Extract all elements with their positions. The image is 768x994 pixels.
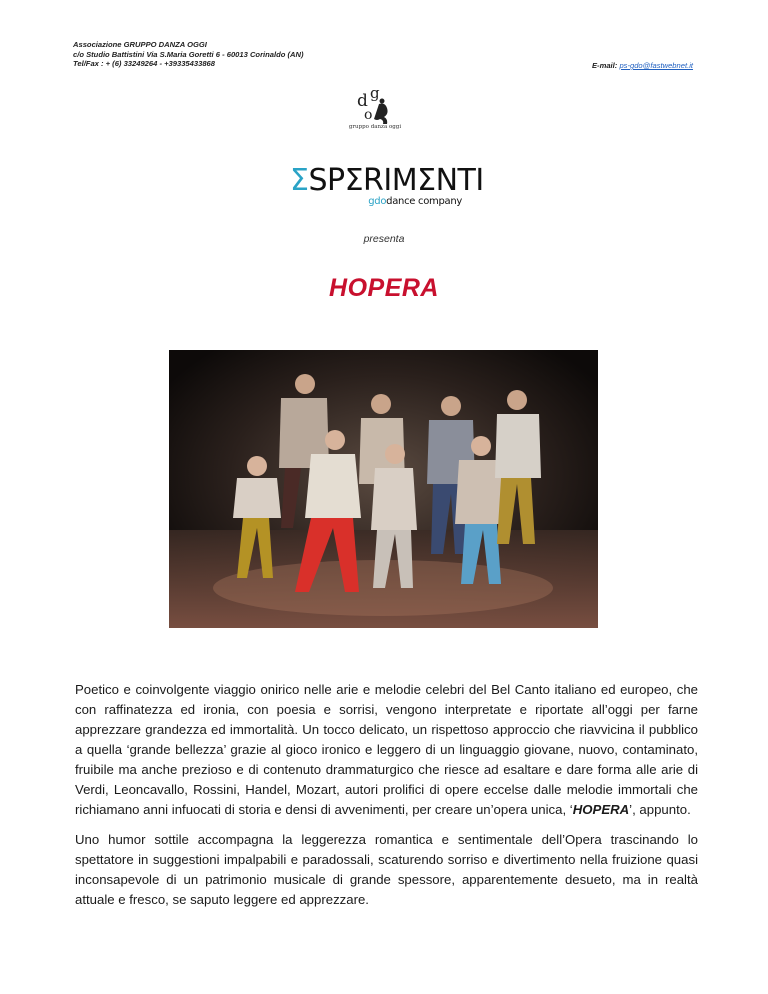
- header-email: [592, 61, 693, 70]
- presenta-label: presenta: [363, 233, 405, 245]
- show-title: HOPERA: [329, 274, 439, 302]
- header-contact: [73, 40, 304, 69]
- brand-sub-gdo: gdo: [368, 196, 387, 207]
- brand-title: [290, 163, 484, 198]
- esperimenti-logo: [290, 163, 484, 210]
- svg-text:o: o: [364, 107, 373, 123]
- brand-subtitle: [368, 196, 462, 207]
- brand-sigma: Σ: [290, 163, 309, 198]
- email-link[interactable]: ps-gdo@fastwebnet.it: [619, 61, 693, 70]
- association-name: Associazione GRUPPO DANZA OGGI: [73, 40, 207, 49]
- svg-text:d: d: [357, 91, 368, 111]
- dancers-photo: [169, 350, 598, 628]
- description: [75, 680, 698, 920]
- gdo-letters-icon: [345, 84, 405, 126]
- paragraph-1-text: Poetico e coinvolgente viaggio onirico nelle arie e melodie celebri del Bel Canto italiano ed europeo, che con raffinatezza ed ironia, con poesia e sorrisi, vengono interpretate e riportate all’oggi per farne apprezzare grandezza ed immortalità. Un tocco delicato, un rispettoso approccio che riavvicina il pubblico a quella ‘grande bellezza’ grazie al gioco ironico e leggero di un linguaggio giovane, nuovo, contaminato, fruibile ma anche prezioso e di contenuto drammaturgico che riesce ad esaltare e dare forma alle arie di Verdi, Leoncavallo, Rossini, Handel, Mozart, autori prolifici di opere eccelse dalle melodie immortali che richiamano anni infuocati di storia e densi di avvenimenti, per creare un’opera unica, ‘: [75, 682, 698, 817]
- brand-sub-rest: dance company: [386, 196, 462, 207]
- paragraph-2: Uno humor sottile accompagna la leggerezza romantica e sentimentale dell’Opera trascinando lo spettatore in suggestioni impalpabili e paradossali, scaturendo sorriso e divertimento nella fruizione quasi inconsapevole di un patrimonio musicale di grande spessore, apparentemente desueto, ma in realtà attuale e fresco, se saputo leggere ed apprezzare.: [75, 832, 698, 907]
- brand-title-rest: SPΣRIMΣNTI: [308, 163, 484, 198]
- gdo-monogram-logo: [345, 84, 405, 134]
- email-label: E-mail:: [591, 61, 618, 70]
- paragraph-1: [75, 680, 698, 820]
- paragraph-1-end: ’, appunto.: [629, 802, 691, 817]
- svg-text:g: g: [370, 84, 380, 102]
- dancers-photo-icon: [169, 350, 598, 628]
- address-line: c/o Studio Battistini Via S.Maria Goretti 6 - 60013 Corinaldo (AN): [73, 49, 304, 59]
- phone-line: Tel/Fax : + (6) 33249264 - +39335433868: [73, 59, 215, 68]
- paragraph-1-title: HOPERA: [572, 802, 630, 817]
- logo-caption: gruppo danza oggi: [348, 124, 402, 130]
